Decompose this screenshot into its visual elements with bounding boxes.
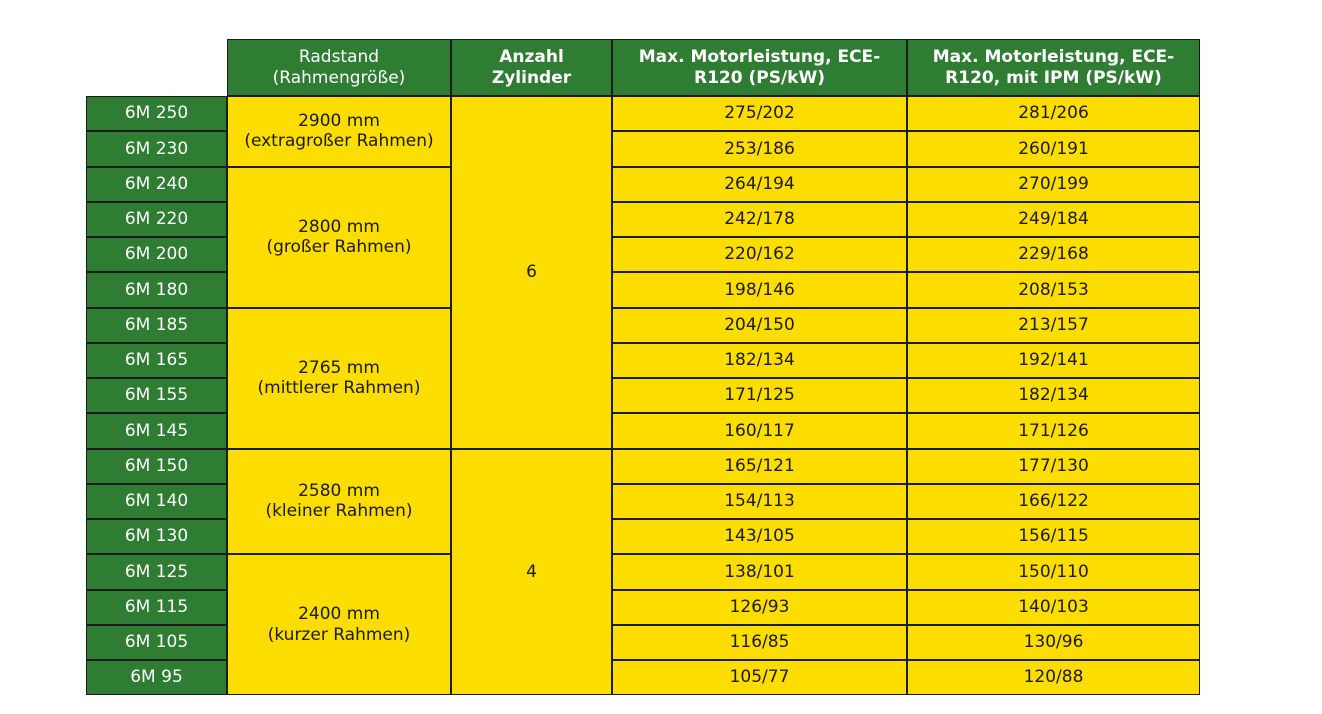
power-cell — [612, 167, 907, 202]
power-ipm-value: 182/134 — [1018, 385, 1089, 406]
power-ipm-cell — [907, 554, 1200, 589]
power-ipm-cell — [907, 625, 1200, 660]
header-wheelbase-line1: Radstand — [298, 47, 380, 68]
wheelbase-cell — [227, 167, 451, 308]
model-cell — [86, 449, 227, 484]
header-cylinders-line2: Zylinder — [491, 67, 572, 88]
power-value: 138/101 — [724, 561, 795, 582]
cylinder-count-value: 4 — [526, 561, 537, 582]
power-ipm-value: 249/184 — [1018, 209, 1089, 230]
power-ipm-cell — [907, 660, 1200, 695]
model-cell — [86, 378, 227, 413]
header-wheelbase-line2: (Rahmengröße) — [272, 67, 406, 88]
header-cylinders-line1: Anzahl — [499, 47, 564, 68]
power-ipm-cell — [907, 413, 1200, 448]
power-ipm-cell — [907, 131, 1200, 166]
model-cell — [86, 660, 227, 695]
power-cell — [612, 554, 907, 589]
model-cell — [86, 96, 227, 131]
power-ipm-cell — [907, 484, 1200, 519]
power-value: 126/93 — [729, 596, 790, 617]
power-cell — [612, 590, 907, 625]
power-ipm-cell — [907, 343, 1200, 378]
power-ipm-value: 171/126 — [1018, 420, 1089, 441]
power-cell — [612, 308, 907, 343]
power-ipm-cell — [907, 308, 1200, 343]
power-ipm-value: 177/130 — [1018, 455, 1089, 476]
wheelbase-frame: (extragroßer Rahmen) — [244, 131, 434, 152]
power-value: 198/146 — [724, 279, 795, 300]
power-ipm-cell — [907, 237, 1200, 272]
power-value: 165/121 — [724, 455, 795, 476]
model-cell — [86, 484, 227, 519]
power-cell — [612, 625, 907, 660]
header-power-ece-line2: R120 (PS/kW) — [693, 67, 825, 88]
cylinder-count-value: 6 — [526, 262, 537, 283]
model-cell — [86, 308, 227, 343]
power-ipm-cell — [907, 96, 1200, 131]
model-cell — [86, 343, 227, 378]
power-ipm-value: 229/168 — [1018, 244, 1089, 265]
power-cell — [612, 484, 907, 519]
power-ipm-cell — [907, 519, 1200, 554]
model-label: 6M 200 — [124, 244, 189, 265]
wheelbase-cell — [227, 554, 451, 695]
power-ipm-cell — [907, 272, 1200, 307]
header-power-ece — [612, 39, 907, 96]
header-power-ece-line1: Max. Motorleistung, ECE- — [638, 47, 881, 68]
power-ipm-value: 192/141 — [1018, 350, 1089, 371]
power-value: 116/85 — [729, 632, 790, 653]
model-label: 6M 125 — [124, 561, 189, 582]
power-ipm-value: 270/199 — [1018, 173, 1089, 194]
power-ipm-cell — [907, 378, 1200, 413]
wheelbase-value: 2765 mm — [298, 357, 380, 378]
model-label: 6M 130 — [124, 526, 189, 547]
power-ipm-cell — [907, 167, 1200, 202]
model-cell — [86, 237, 227, 272]
power-cell — [612, 131, 907, 166]
model-cell — [86, 413, 227, 448]
wheelbase-cell — [227, 308, 451, 449]
power-value: 253/186 — [724, 138, 795, 159]
power-ipm-cell — [907, 202, 1200, 237]
wheelbase-value: 2900 mm — [298, 110, 380, 131]
wheelbase-frame: (großer Rahmen) — [266, 237, 412, 257]
specs-table — [86, 39, 1200, 695]
power-ipm-value: 156/115 — [1018, 526, 1089, 547]
model-cell — [86, 202, 227, 237]
power-ipm-cell — [907, 449, 1200, 484]
wheelbase-value: 2800 mm — [298, 216, 380, 237]
model-label: 6M 145 — [124, 420, 189, 441]
power-value: 220/162 — [724, 244, 795, 265]
model-label: 6M 150 — [124, 455, 189, 476]
power-cell — [612, 272, 907, 307]
power-ipm-value: 130/96 — [1023, 632, 1084, 653]
wheelbase-value: 2580 mm — [298, 480, 380, 501]
model-label: 6M 155 — [124, 385, 189, 406]
model-label: 6M 240 — [124, 173, 189, 194]
header-wheelbase — [227, 39, 451, 96]
power-cell — [612, 202, 907, 237]
model-label: 6M 140 — [124, 491, 189, 512]
power-ipm-value: 166/122 — [1018, 491, 1089, 512]
model-label: 6M 115 — [124, 596, 189, 617]
power-ipm-value: 150/110 — [1018, 561, 1089, 582]
model-label: 6M 250 — [124, 103, 189, 124]
wheelbase-frame: (mittlerer Rahmen) — [257, 378, 421, 398]
header-power-ipm-line1: Max. Motorleistung, ECE- — [932, 47, 1175, 68]
power-ipm-value: 140/103 — [1018, 596, 1089, 617]
model-label: 6M 185 — [124, 314, 189, 335]
power-value: 204/150 — [724, 314, 795, 335]
model-label: 6M 180 — [124, 279, 189, 300]
header-cylinders — [451, 39, 612, 96]
model-label: 6M 95 — [130, 667, 183, 688]
wheelbase-cell — [227, 96, 451, 167]
wheelbase-frame: (kleiner Rahmen) — [265, 501, 413, 522]
power-ipm-cell — [907, 590, 1200, 625]
power-ipm-value: 120/88 — [1023, 667, 1084, 688]
power-cell — [612, 96, 907, 131]
power-value: 105/77 — [729, 667, 790, 688]
wheelbase-value: 2400 mm — [298, 604, 380, 625]
power-cell — [612, 237, 907, 272]
power-value: 143/105 — [724, 526, 795, 547]
power-ipm-value: 281/206 — [1018, 103, 1089, 124]
power-value: 171/125 — [724, 385, 795, 406]
power-value: 242/178 — [724, 209, 795, 230]
cylinder-count-cell — [451, 449, 612, 696]
model-cell — [86, 272, 227, 307]
power-cell — [612, 449, 907, 484]
model-cell — [86, 590, 227, 625]
power-cell — [612, 660, 907, 695]
model-cell — [86, 167, 227, 202]
model-cell — [86, 519, 227, 554]
power-value: 275/202 — [724, 103, 795, 124]
cylinder-count-cell — [451, 96, 612, 449]
model-label: 6M 105 — [124, 632, 189, 653]
power-value: 182/134 — [724, 350, 795, 371]
power-cell — [612, 413, 907, 448]
model-label: 6M 220 — [124, 209, 189, 230]
model-cell — [86, 131, 227, 166]
header-power-ipm-line2: R120, mit IPM (PS/kW) — [945, 67, 1162, 88]
power-ipm-value: 260/191 — [1018, 138, 1089, 159]
power-value: 154/113 — [724, 491, 795, 512]
power-ipm-value: 213/157 — [1018, 314, 1089, 335]
power-cell — [612, 378, 907, 413]
power-value: 264/194 — [724, 173, 795, 194]
power-ipm-value: 208/153 — [1018, 279, 1089, 300]
wheelbase-cell — [227, 449, 451, 555]
power-cell — [612, 343, 907, 378]
power-value: 160/117 — [724, 420, 795, 441]
header-power-ipm — [907, 39, 1200, 96]
model-cell — [86, 625, 227, 660]
power-cell — [612, 519, 907, 554]
model-cell — [86, 554, 227, 589]
wheelbase-frame: (kurzer Rahmen) — [267, 624, 411, 645]
model-label: 6M 165 — [124, 350, 189, 371]
model-label: 6M 230 — [124, 138, 189, 159]
